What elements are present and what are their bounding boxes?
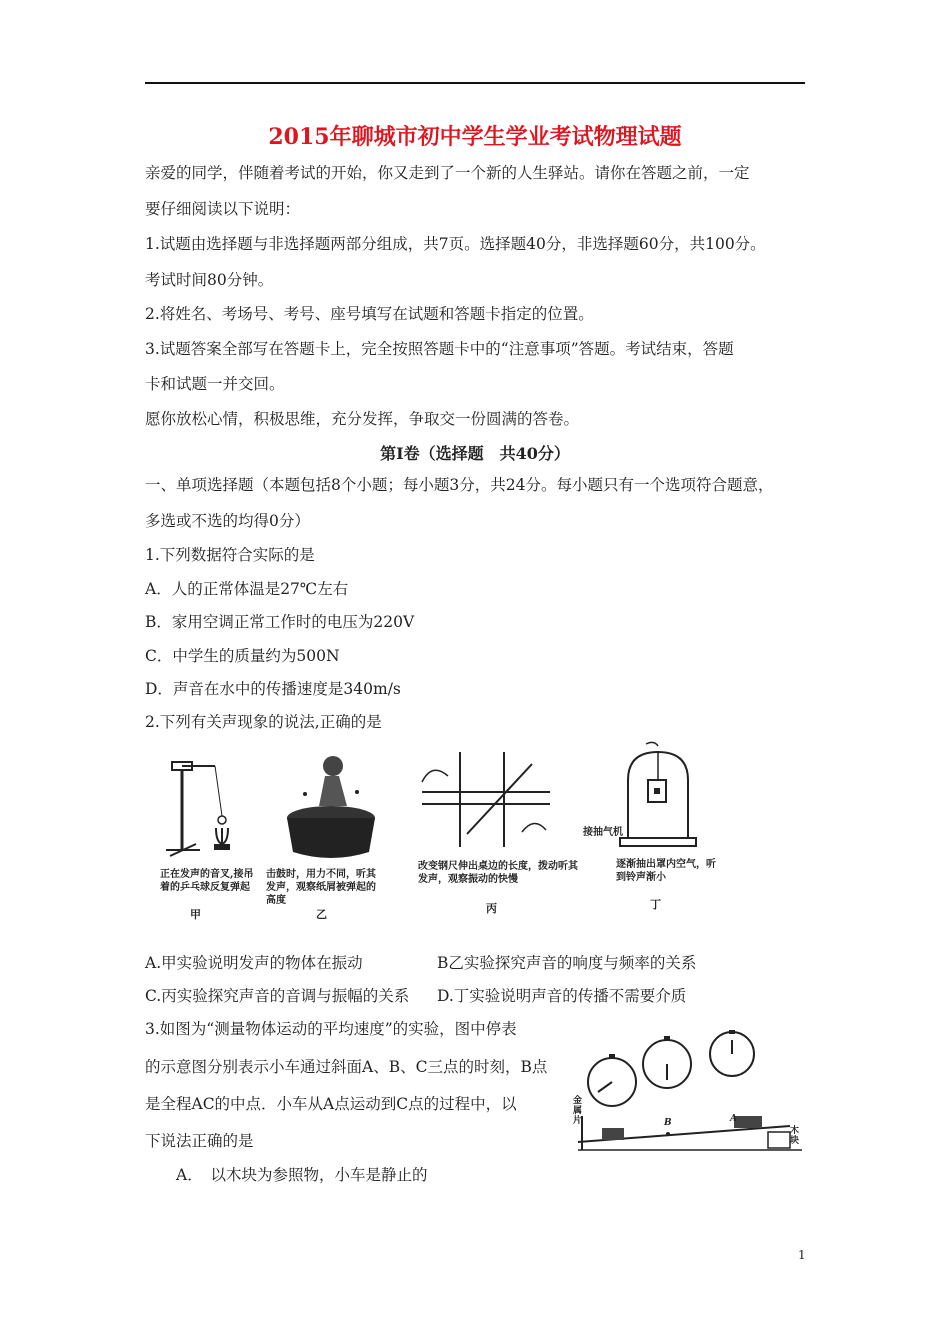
intro-line: 3.试题答案全部写在答题卡上，完全按照答题卡中的“注意事项”答题。考试结束，答题 xyxy=(145,340,734,358)
stopwatch-icon xyxy=(710,1030,754,1076)
tuning-fork-pendulum-figure xyxy=(160,752,255,862)
point-b-label: B xyxy=(664,1118,672,1128)
intro-line: 考试时间80分钟。 xyxy=(145,271,274,289)
question-2-option-b: B乙实验探究声音的响度与频率的关系 xyxy=(437,954,697,972)
metal-plate-label: 金属片 xyxy=(573,1096,583,1126)
intro-line: 愿你放松心情，积极思维，充分发挥，争取交一份圆满的答卷。 xyxy=(145,410,580,428)
figure-caption: 正在发声的音叉,接吊着的乒乓球反复弹起 xyxy=(160,869,254,893)
stopwatch-icon xyxy=(588,1054,636,1106)
question-1-option-d: D．声音在水中的传播速度是340m/s xyxy=(145,680,401,698)
section-title: 第I卷（选择题 共40分） xyxy=(380,444,570,463)
question-1-stem: 1.下列数据符合实际的是 xyxy=(145,546,315,564)
intro-line: 2.将姓名、考场号、考号、座号填写在试题和答题卡指定的位置。 xyxy=(145,305,594,323)
page-number: 1 xyxy=(798,1248,806,1262)
question-1-option-a: A．人的正常体温是27℃左右 xyxy=(145,580,349,598)
intro-line: 要仔细阅读以下说明： xyxy=(145,200,301,218)
intro-line: 1.试题由选择题与非选择题两部分组成，共7页。选择题40分，非选择题60分，共100分。 xyxy=(145,235,766,253)
figure-label: 甲 xyxy=(190,908,201,921)
figure-label: 丙 xyxy=(486,902,497,915)
vacuum-pump-label: 接抽气机 xyxy=(583,827,623,838)
steel-ruler-figure xyxy=(412,752,552,852)
wood-block-label: 木块 xyxy=(790,1126,800,1146)
header-rule xyxy=(145,82,805,84)
intro-line: 卡和试题一并交回。 xyxy=(145,375,285,393)
question-3-stem: 下说法正确的是 xyxy=(145,1132,254,1150)
question-1-option-b: B．家用空调正常工作时的电压为220V xyxy=(145,613,415,631)
question-2-stem: 2.下列有关声现象的说法,正确的是 xyxy=(145,713,382,731)
part-instruction: 多选或不选的均得0分） xyxy=(145,512,310,530)
figure-caption: 击鼓时，用力不同，听其发声，观察纸屑被弹起的高度 xyxy=(266,869,376,906)
question-1-option-c: C．中学生的质量约为500N xyxy=(145,647,340,665)
incline-stopwatch-figure xyxy=(572,1030,807,1165)
drum-figure xyxy=(275,752,385,862)
intro-line: 亲爱的同学，伴随着考试的开始，你又走到了一个新的人生驿站。请你在答题之前，一定 xyxy=(145,164,750,182)
part-instruction: 一、单项选择题（本题包括8个小题；每小题3分，共24分。每小题只有一个选项符合题意， xyxy=(145,476,774,494)
figure-caption: 改变钢尺伸出桌边的长度，拨动听其发声，观察振动的快慢 xyxy=(418,861,578,885)
stopwatch-icon xyxy=(643,1036,691,1088)
question-3-stem: 3.如图为“测量物体运动的平均速度”的实验，图中停表 xyxy=(145,1020,517,1038)
figure-label: 丁 xyxy=(650,898,661,911)
question-2-option-c: C.丙实验探究声音的音调与振幅的关系 xyxy=(145,987,410,1005)
exam-title: 2015年聊城市初中学生学业考试物理试题 xyxy=(268,124,682,150)
question-2-option-a: A.甲实验说明发声的物体在振动 xyxy=(145,954,363,972)
point-a-label: A xyxy=(730,1114,737,1124)
question-3-stem: 的示意图分别表示小车通过斜面A、B、C三点的时刻，B点 xyxy=(145,1058,548,1076)
figure-caption: 逐渐抽出罩内空气，听到铃声渐小 xyxy=(616,859,716,883)
question-3-option-a: A． 以木块为参照物，小车是静止的 xyxy=(176,1166,428,1184)
question-3-stem: 是全程AC的中点．小车从A点运动到C点的过程中，以 xyxy=(145,1095,517,1113)
question-2-option-d: D.丁实验说明声音的传播不需要介质 xyxy=(437,987,687,1005)
figure-label: 乙 xyxy=(316,908,327,921)
